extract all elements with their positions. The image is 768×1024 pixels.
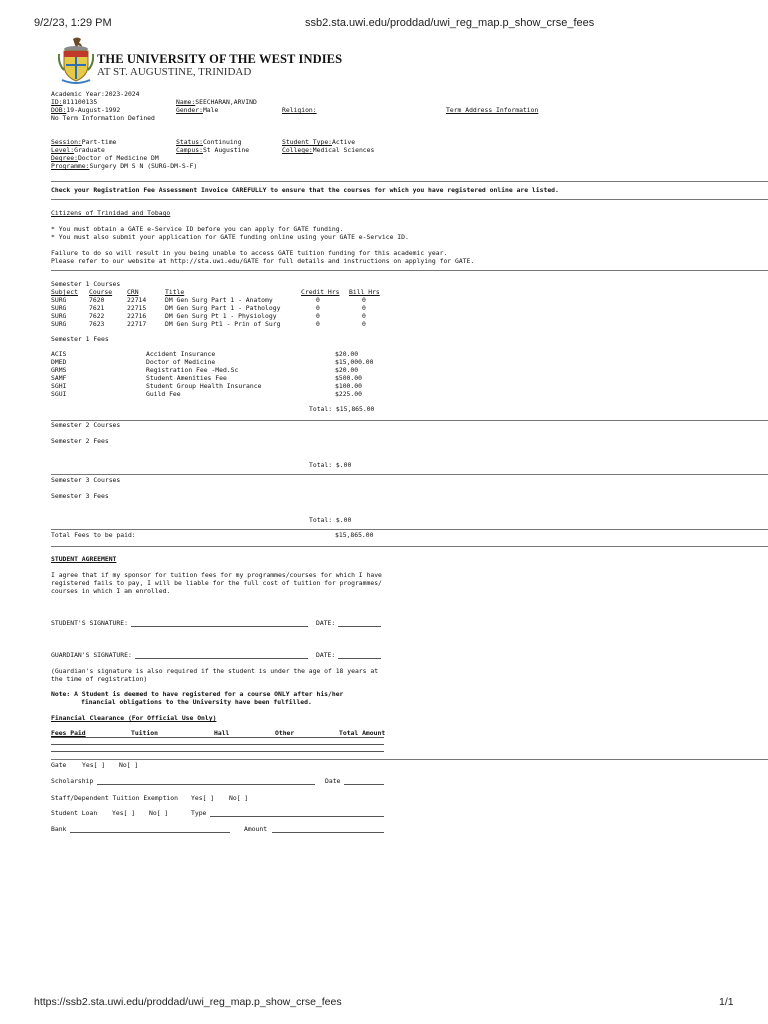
col-subject: Subject: [51, 288, 78, 296]
clearance-row-line: [51, 744, 384, 745]
course-title: DM Gen Surg Pt 1 - Physiology: [165, 312, 277, 320]
divider: [51, 529, 768, 530]
course-credit: 0: [316, 296, 320, 304]
sem3-fees-title: Semester 3 Fees: [51, 492, 109, 500]
student-gender: Gender:Male: [176, 106, 219, 114]
clearance-row-line: [51, 737, 384, 738]
gate-failure-2: Please refer to our website at http://sta.uwi.edu/GATE for full details and instructions on applying for GATE.: [51, 257, 475, 265]
fee-code: SGHI: [51, 382, 67, 390]
check-notice: Check your Registration Fee Assessment Invoice CAREFULLY to ensure that the courses for which you have registered online are listed.: [51, 186, 559, 194]
col-course: Course: [89, 288, 113, 296]
staff-yes-checkbox[interactable]: Yes[ ]: [191, 794, 215, 802]
student-date-line[interactable]: [338, 626, 381, 627]
fee-description: Student Amenities Fee: [146, 374, 227, 382]
fee-code: ACIS: [51, 350, 67, 358]
divider: [51, 759, 768, 760]
sem2-fees-title: Semester 2 Fees: [51, 437, 109, 445]
bank-label: Bank: [51, 825, 67, 833]
fee-amount: $15,000.00: [335, 358, 374, 366]
agreement-title: STUDENT AGREEMENT: [51, 555, 117, 563]
fee-description: Student Group Health Insurance: [146, 382, 262, 390]
programme: Programme:Surgery DM S N (SURG-DM-S-F): [51, 162, 198, 170]
grand-total-amount: $15,865.00: [335, 531, 374, 539]
course-crn: 22716: [127, 312, 147, 320]
col-title: Title: [165, 288, 185, 296]
no-term-info: No Term Information Defined: [51, 114, 155, 122]
fee-amount: $225.00: [335, 390, 362, 398]
sem1-fees-title: Semester 1 Fees: [51, 335, 109, 343]
course-credit: 0: [316, 320, 320, 328]
scholarship-date-line[interactable]: [344, 784, 384, 785]
amount-line[interactable]: [272, 832, 384, 833]
fee-description: Registration Fee -Med.Sc: [146, 366, 239, 374]
uwi-crest-icon: [58, 36, 94, 84]
course-crn: 22717: [127, 320, 147, 328]
clearance-row-line: [51, 751, 384, 752]
divider: [51, 546, 768, 547]
agreement-line-2: registered fails to pay, I will be liable for the full cost of tuition for programmes/: [51, 579, 382, 587]
grand-total-label: Total Fees to be paid:: [51, 531, 136, 539]
fee-code: SGUI: [51, 390, 67, 398]
fee-code: DMED: [51, 358, 67, 366]
agreement-line-1: I agree that if my sponsor for tuition fees for my programmes/courses for which I have: [51, 571, 382, 579]
bank-line[interactable]: [70, 832, 230, 833]
fee-code: SAMF: [51, 374, 67, 382]
col-bill-hrs: Bill Hrs: [349, 288, 380, 296]
course-number: 7623: [89, 320, 105, 328]
student-type: Student Type:Active: [282, 138, 356, 146]
sem2-total: Total: $.00: [309, 461, 352, 469]
gate-bullet-2: * You must also submit your application for GATE funding online using your GATE e-Service ID.: [51, 233, 409, 241]
fee-amount: $100.00: [335, 382, 362, 390]
degree: Degree:Doctor of Medicine DM: [51, 154, 159, 162]
course-credit: 0: [316, 304, 320, 312]
course-number: 7621: [89, 304, 105, 312]
student-date-label: DATE:: [316, 619, 336, 627]
college: College:Medical Sciences: [282, 146, 375, 154]
sem1-total: Total: $15,865.00: [309, 405, 375, 413]
print-url: ssb2.sta.uwi.edu/proddad/uwi_reg_map.p_show_crse_fees: [305, 17, 595, 29]
course-credit: 0: [316, 312, 320, 320]
gate-label: Gate: [51, 761, 67, 769]
university-name: THE UNIVERSITY OF THE WEST INDIES: [97, 52, 343, 66]
registration-note-1: Note: A Student is deemed to have registered for a course ONLY after his/her: [51, 690, 344, 698]
academic-year: Academic Year:2023-2024: [51, 90, 140, 98]
fee-amount: $20.00: [335, 350, 359, 358]
course-crn: 22714: [127, 296, 147, 304]
divider: [51, 474, 768, 475]
student-signature-line[interactable]: [131, 626, 308, 627]
student-name: Name:SEECHARAN,ARVIND: [176, 98, 257, 106]
sem2-courses-title: Semester 2 Courses: [51, 421, 121, 429]
loan-type-label: Type: [191, 809, 207, 817]
religion-label: Religion:: [282, 106, 317, 114]
divider: [51, 270, 768, 271]
page-count: 1/1: [719, 996, 734, 1008]
course-bill: 0: [362, 312, 366, 320]
staff-exemption-label: Staff/Dependent Tuition Exemption: [51, 794, 178, 802]
level: Level:Graduate: [51, 146, 105, 154]
course-number: 7620: [89, 296, 105, 304]
divider: [51, 181, 768, 182]
guardian-date-label: DATE:: [316, 651, 336, 659]
session: Session:Part-time: [51, 138, 117, 146]
course-bill: 0: [362, 296, 366, 304]
loan-yes-checkbox[interactable]: Yes[ ]: [112, 809, 136, 817]
registration-note-2: financial obligations to the University have been fulfilled.: [81, 698, 312, 706]
guardian-note-1: (Guardian's signature is also required if the student is under the age of 18 years at: [51, 667, 379, 675]
clearance-title: Financial Clearance (For Official Use Only): [51, 714, 217, 722]
scholarship-label: Scholarship: [51, 777, 94, 785]
guardian-note-2: the time of registration): [51, 675, 148, 683]
col-other: Other: [275, 729, 295, 737]
course-title: DM Gen Surg Part 1 - Anatomy: [165, 296, 273, 304]
citizens-heading: Citizens of Trinidad and Tobago: [51, 209, 171, 217]
amount-label: Amount: [244, 825, 268, 833]
fee-amount: $500.00: [335, 374, 362, 382]
gate-yes-checkbox[interactable]: Yes[ ]: [82, 761, 106, 769]
gate-failure-1: Failure to do so will result in you being unable to access GATE tuition funding for this academic year.: [51, 249, 448, 257]
col-hall: Hall: [214, 729, 230, 737]
guardian-signature-line[interactable]: [135, 658, 308, 659]
guardian-date-line[interactable]: [338, 658, 381, 659]
loan-type-line[interactable]: [210, 816, 384, 817]
course-bill: 0: [362, 304, 366, 312]
scholarship-date-label: Date: [325, 777, 341, 785]
student-signature-label: STUDENT'S SIGNATURE:: [51, 619, 128, 627]
footer-url: https://ssb2.sta.uwi.edu/proddad/uwi_reg_map.p_show_crse_fees: [34, 996, 342, 1008]
term-address-info: Term Address Information: [446, 106, 539, 114]
divider: [51, 420, 768, 421]
gate-bullet-1: * You must obtain a GATE e-Service ID before you can apply for GATE funding.: [51, 225, 344, 233]
student-id: ID:811100135: [51, 98, 98, 106]
col-crn: CRN: [127, 288, 139, 296]
status: Status:Continuing: [176, 138, 242, 146]
course-title: DM Gen Surg Pt1 - Prin of Surg: [165, 320, 281, 328]
fee-amount: $20.00: [335, 366, 359, 374]
col-total-amount: Total Amount: [339, 729, 386, 737]
col-credit-hrs: Credit Hrs: [301, 288, 340, 296]
agreement-line-3: courses in which I am enrolled.: [51, 587, 171, 595]
university-campus: AT ST. AUGUSTINE, TRINIDAD: [97, 66, 252, 78]
staff-no-checkbox[interactable]: No[ ]: [229, 794, 249, 802]
campus: Campus:St Augustine: [176, 146, 250, 154]
divider: [51, 199, 768, 200]
print-datetime: 9/2/23, 1:29 PM: [34, 17, 112, 29]
guardian-signature-label: GUARDIAN'S SIGNATURE:: [51, 651, 132, 659]
student-dob: DOB:19-August-1992: [51, 106, 121, 114]
col-fees-paid: Fees Paid: [51, 729, 86, 737]
fee-description: Accident Insurance: [146, 350, 216, 358]
course-crn: 22715: [127, 304, 147, 312]
sem3-courses-title: Semester 3 Courses: [51, 476, 121, 484]
col-tuition: Tuition: [131, 729, 158, 737]
loan-no-checkbox[interactable]: No[ ]: [149, 809, 169, 817]
student-loan-label: Student Loan: [51, 809, 98, 817]
course-subject: SURG: [51, 304, 67, 312]
scholarship-line[interactable]: [97, 784, 315, 785]
course-title: DM Gen Surg Part 1 - Pathology: [165, 304, 281, 312]
fee-code: GRMS: [51, 366, 67, 374]
sem1-courses-title: Semester 1 Courses: [51, 280, 121, 288]
course-number: 7622: [89, 312, 105, 320]
course-subject: SURG: [51, 312, 67, 320]
course-subject: SURG: [51, 320, 67, 328]
course-subject: SURG: [51, 296, 67, 304]
course-bill: 0: [362, 320, 366, 328]
fee-description: Guild Fee: [146, 390, 181, 398]
gate-no-checkbox[interactable]: No[ ]: [119, 761, 139, 769]
sem3-total: Total: $.00: [309, 516, 352, 524]
fee-description: Doctor of Medicine: [146, 358, 216, 366]
